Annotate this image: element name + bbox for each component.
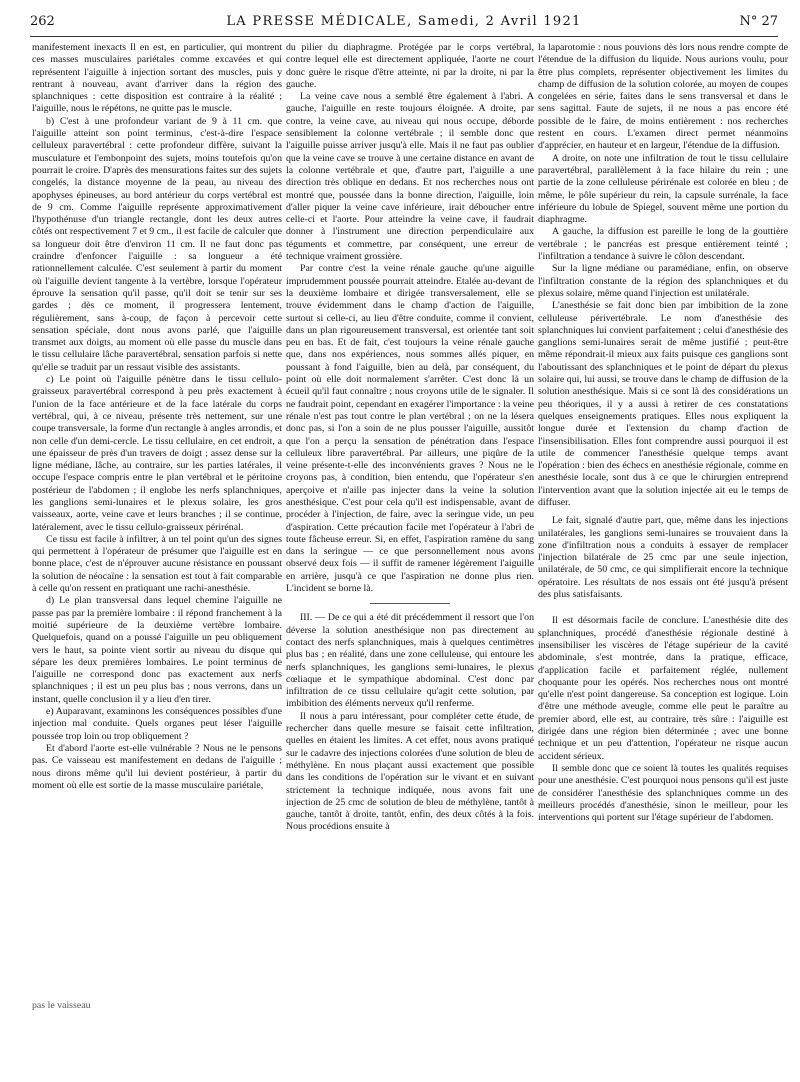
page-number: 262: [30, 14, 55, 29]
paragraph: Il est désormais facile de conclure. L'anesthésie dite des splanchniques, procédé d'anesthésie régionale destiné à insensibiliser les viscères de l'étage supérieur de la cavité abdominale, s'est montrée, dans la pratique, efficace, d'application facile et parfaitement réglée, nullement choquante pour les opérés. Nos recherches nous ont montré qu'elle n'est point dangereuse. Sa conception est logique. Loin d'être une méthode aveugle, comme elle peut le paraître au premier abord, elle est, au contraire, très sûre : l'aiguille est dirigée dans une région bien déterminée ; avec une bonne technique et un peu d'attention, l'opérateur ne risque aucun accident sérieux.: [538, 615, 788, 762]
paragraph: Ce tissu est facile à infiltrer, à un tel point qu'un des signes qui permettent à l'opérateur de présumer que l'aiguille est en bonne place, c'est de n'éprouver aucune résistance en poussant la solution de néocaïne : la sensation est tout à fait comparable à celle qu'on ressent en pratiquant une rachi-anesthésie.: [32, 533, 282, 595]
paragraph: Et d'abord l'aorte est-elle vulnérable ? Nous ne le pensons pas. Ce vaisseau est manifestement en dedans de l'aiguille ; nous dirons même qu'il lui devient postérieur, à partir du moment où elle est sortie de la masse musculaire pariétale,: [32, 742, 282, 791]
journal-title: LA PRESSE MÉDICALE, Samedi, 2 Avril 1921: [226, 14, 582, 29]
paragraph: L'anesthésie se fait donc bien par imbibition de la zone celluleuse périvertébrale. Le nom d'anesthésie des splanchniques lui convient parfaitement ; celui d'anesthésie des ganglions semi-lunaires serait de même justifié ; peut-être même répondrait-il mieux aux faits puisque ces ganglions sont l'aboutissant des splanchniques et le point de départ du plexus solaire qui, lui aussi, se trouve dans le champ de diffusion de la solution anesthésique. Mais si ce sont là des considérations un peu théoriques, il y a aussi à retirer de ces constatations quelques enseignements pratiques. Elles nous expliquent la longue durée et l'extension du champ d'action de l'insensibilisation. Elles font comprendre aussi pourquoi il est utile de commencer l'anesthésie quelque temps avant l'opération : bien des échecs en anesthésie régionale, comme en anesthésie locale, sont dus à ce que le chirurgien entreprend l'intervention avant que la solution injectée ait eu le temps de diffuser.: [538, 300, 788, 508]
paragraph: du pilier du diaphragme. Protégée par le corps vertébral, contre lequel elle est directement appliquée, l'aorte ne court donc guère le risque d'être atteinte, ni par la droite, ni par la gauche.: [286, 42, 534, 90]
paragraph: Il nous a paru intéressant, pour compléter cette étude, de rechercher dans quelle mesure se faisait cette infiltration, quelles en étaient les limites. A cet effet, nous avons pratiqué sur le cadavre des injections colorées d'une solution de bleu de méthylène. En nous plaçant aussi exactement que possible dans les conditions de l'opération sur le vivant et en suivant strictement la technique indiquée, nous avons fait une injection de 25 cmc de solution de bleu de méthylène, tantôt à gauche, tantôt à droite, tantôt, enfin, des deux côtés à la fois. Nous procédions ensuite à: [286, 710, 534, 833]
column-right: [538, 42, 788, 824]
column-left: [32, 42, 282, 792]
paragraph: Le fait, signalé d'autre part, que, même dans les injections unilatérales, les ganglions semi-lunaires se trouvaient dans la zone d'infiltration nous a conduits à essayer de remplacer l'injection bilatérale de 25 cmc par une seule injection, unilatérale, de 50 cmc, ce qui simplifierait encore la technique opératoire. Les résultats de nos essais ont été jusqu'à présent des plus satisfaisants.: [538, 515, 788, 601]
paragraph: III. — De ce qui a été dit précédemment il ressort que l'on déverse la solution anesthésique non pas directement au contact des nerfs splanchniques, mais à quelques centimètres plus bas ; en réalité, dans une zone celluleuse, qui entoure les nerfs splanchniques, les ganglions semi-lunaires, le plexus cœliaque et le sympathique abdominal. C'est donc par infiltration de ce tissu cellulaire qu'agit cette solution, par imbibition des éléments nerveux qu'il renferme.: [286, 612, 534, 710]
paragraph: b) C'est à une profondeur variant de 9 à 11 cm. que l'aiguille atteint son point terminus, c'est-à-dire l'espace celluleux paravertébral : cette profondeur diffère, suivant la musculature et l'embonpoint des sujets, moins toutefois qu'on pourrait le croire. D'après des mensurations faites sur des sujets congelés, la distance moyenne de la peau, au niveau des apophyses épineuses, au bord antérieur du corps vertébral est de 9 cm. Comme l'aiguille représente approximativement l'hypothénuse d'un triangle rectangle, dont les deux autres côtés ont respectivement 7 et 9 cm., il est facile de calculer que sa longueur doit être d'environ 11 cm. Il ne faut donc pas craindre d'enfoncer l'aiguille : sa longueur a été rationnellement calculée. C'est seulement à partir du moment où l'aiguille devient tangente à la vertèbre, lorsque l'opérateur éprouve la sensation qu'il passe, qu'il doit se tenir sur ses gardes ; dès ce moment, il progressera lentement, régulièrement, sans à-coup, de façon à percevoir cette sensation spéciale, dont nous avons parlé, que l'aiguille transmet aux doigts, au moment où elle passe du muscle dans le tissu cellulaire lâche paravertébral, sensation parfois si nette qu'elle se traduit par un ressaut visible des assistants.: [32, 115, 282, 373]
cut-off-line: pas le vaisseau: [32, 1000, 91, 1011]
paragraph: e) Auparavant, examinons les conséquences possibles d'une injection mal conduite. Quels organes peut léser l'aiguille poussée trop loin ou trop obliquement ?: [32, 706, 282, 742]
page-header: [30, 14, 778, 34]
paragraph: manifestement inexacts Il en est, en particulier, qui montrent ces masses musculaires pariétales comme excavées et qui représentent l'aiguille à injection sortant des muscles, puis y rentrant à nouveau, avant d'arriver dans la région des splanchniques : cette disposition est contraire à la réalité ; l'aiguille, nous le répétons, ne quitte pas le muscle.: [32, 42, 282, 115]
paragraph: Par contre c'est la veine rénale gauche qu'une aiguille imprudemment poussée pourrait atteindre. Etalée au-devant de la deuxième lombaire et dirigée transversalement, elle se trouve évidemment dans le champ d'action de l'aiguille, surtout si celle-ci, au lieu d'être conduite, comme il convient, dans un plan rigoureusement transversal, est orientée tant soit peu en bas. Et de fait, c'est toujours la veine rénale gauche que, dans nos expériences, nous sommes allés piquer, en poussant à fond l'aiguille, bien au delà, par conséquent, du point où elle doit normalement s'arrêter. C'est donc là un écueil qu'il faut connaître ; nous croyons utile de le signaler. Il ne faudrait point, cependant en exagérer l'importance : la veine rénale n'est pas tout contre le plan vertébral ; on ne la lésera donc pas, si l'on a soin de ne plus pousser l'aiguille, aussitôt que l'on a perçu la sensation de pénétration dans l'espace celluleux libre paravertébral. Par ailleurs, une piqûre de la veine présente-t-elle des inconvénients graves ? Nous ne le croyons pas, à condition, bien entendu, que l'opérateur s'en aperçoive et n'aille pas injecter dans la veine la solution anesthésique. C'est pour cela qu'il est indispensable, avant de procéder à l'injection, de faire, avec la seringue vide, un peu d'aspiration. Cette précaution facile met l'opérateur à l'abri de toute fâcheuse erreur. Si, en effet, l'aspiration ramène du sang dans la seringue — ce que personnellement nous avons observé deux fois — il suffit de ramener légèrement l'aiguille en arrière, jusqu'à ce que l'aspiration ne donne plus rien. L'incident se borne là.: [286, 263, 534, 595]
issue-number: N° 27: [739, 14, 778, 29]
paragraph: Il semble donc que ce soient là toutes les qualités requises pour une anesthésie. C'est pourquoi nous pensons qu'il est juste de considérer l'anesthésie des splanchniques comme un des meilleurs procédés d'anesthésie, sinon le meilleur, pour les interventions qui portent sur l'étage supérieur de l'abdomen.: [538, 762, 788, 824]
header-rule: [30, 36, 778, 37]
paragraph: Sur la ligne médiane ou paramédiane, enfin, on observe l'infiltration constante de la région des splanchniques et du plexus solaire, même quand l'injection est unilatérale.: [538, 263, 788, 299]
paragraph: c) Le point où l'aiguille pénètre dans le tissu cellulo-graisseux paravertébral correspond à peu près exactement à l'union de la face antérieure et de la face latérale du corps vertébral, qui, à ce niveau, présente très nettement, sur une coupe transversale, la forme d'un rectangle à angles arrondis, et non celle d'un demi-cercle. Le tissu cellulaire, en cet endroit, a une épaisseur de près d'un travers de doigt ; assez dense sur la ligne médiane, lâche, au contraire, sur les parties latérales, il occupe l'espace compris entre le plan vertébral et le péritoine postérieur de l'abdomen ; il englobe les nerfs splanchniques, les ganglions semi-lunaires et le plexus solaire, les gros vaisseaux, aorte, veine cave et leurs branches ; il se continue, latéralement, avec le tissu cellulo-graisseux périrénal.: [32, 374, 282, 533]
column-middle: [286, 42, 534, 834]
paragraph: A droite, on note une infiltration de tout le tissu cellulaire paravertébral, parallèlement à la face hilaire du rein ; une partie de la zone celluleuse périrénale est colorée en bleu ; de même, le pôle supérieur du rein, la capsule surrénale, la face inférieure du lobule de Spiegel, souvent même une portion du diaphragme.: [538, 152, 788, 226]
section-separator: [370, 603, 450, 604]
paragraph: La veine cave nous a semblé être également à l'abri. A gauche, l'aiguille en reste toujours éloignée. A droite, par contre, la veine cave, au niveau qui nous occupe, déborde sensiblement la colonne vertébrale ; il semble donc que l'aiguille puisse arriver jusqu'à elle. Mais il ne faut pas oublier que la veine cave se trouve à une certaine distance en avant de la colonne vertébrale et que, d'autre part, l'aiguille a une direction très oblique en dedans. Et nos recherches nous ont montré que, poussée dans la bonne direction, l'aiguille, loin d'aller piquer la veine cave inférieure, irait déboucher entre celle-ci et l'aorte. Pour atteindre la veine cave, il faudrait donner à l'instrument une direction perpendiculaire aux téguments et commettre, par conséquent, une erreur de technique vraiment grossière.: [286, 91, 534, 263]
paragraph: A gauche, la diffusion est pareille le long de la gouttière vertébrale ; le pancréas est presque entièrement teinté ; l'infiltration a tendance à suivre le côlon descendant.: [538, 226, 788, 263]
paragraph: d) Le plan transversal dans lequel chemine l'aiguille ne passe pas par la première lombaire : il répond franchement à la moitié supérieure de la deuxième vertèbre lombaire. Quelquefois, quand on a poussé l'aiguille un peu obliquement vers le haut, sa pointe vient sortir au niveau du disque qui sépare les deux premières lombaires. Le point terminus de l'aiguille ne correspond donc pas exactement aux nerfs splanchniques ; il est un peu plus bas ; nous verrons, dans un instant, quelle conclusion il y a lieu d'en tirer.: [32, 595, 282, 705]
paragraph: la laparotomie : nous pouvions dès lors nous rendre compte de l'étendue de la diffusion du liquide. Nous aurions voulu, pour être plus complets, représenter objectivement les limites du champ de diffusion de la solution colorée, au moyen de coupes congelées en série, faites dans le sens transversal et dans le sens sagittal. Faute de sujets, il ne nous a pas encore été possible de le faire, de moins entièrement : nos recherches restent en cours. L'examen direct permet néanmoins d'apprécier, en hauteur et en largeur, l'étendue de la diffusion.: [538, 42, 788, 152]
